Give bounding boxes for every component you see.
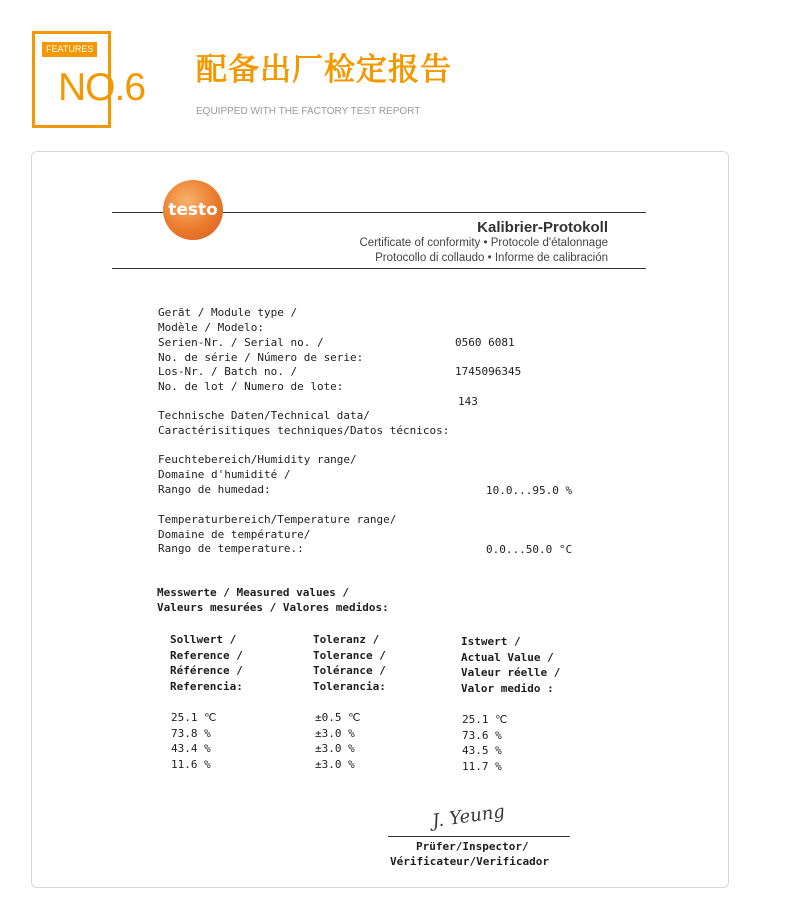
header-rule-left	[112, 212, 164, 213]
temperature-range-value: 0.0...50.0 °C	[486, 543, 573, 556]
tech-data-label: Technische Daten/Technical data/	[158, 409, 370, 422]
table-cell: ±3.0 %	[315, 726, 355, 740]
table-cell: 43.4 %	[171, 742, 211, 755]
table-cell: ±3.0 %	[315, 757, 355, 771]
humidity-range-label-2: Domaine d'humidité /	[158, 468, 291, 481]
temperature-range-label-3: Rango de temperature.:	[158, 542, 304, 555]
table-cell: 73.6 %	[462, 728, 502, 742]
serial-label: Serien-Nr. / Serial no. /	[158, 336, 324, 349]
temperature-range-label-2: Domaine de température/	[158, 528, 311, 541]
header-rule-bottom	[112, 268, 646, 269]
batch-value: 1745096345	[455, 365, 522, 378]
humidity-range-value: 10.0...95.0 %	[486, 484, 573, 497]
table-cell: ±3.0 %	[315, 742, 355, 755]
certificate-title: Kalibrier-Protokoll	[477, 219, 608, 236]
temperature-range-label: Temperaturbereich/Temperature range/	[158, 513, 397, 526]
module-type-label-2: Modèle / Modelo:	[158, 321, 264, 334]
actual-values	[462, 712, 507, 774]
inspector-signature: J. Yeung	[430, 801, 507, 832]
lot-value: 143	[458, 395, 478, 408]
actual-value-header: Istwert / Actual Value / Valeur réelle / Valor medido :	[461, 635, 561, 695]
table-cell: 73.8 %	[171, 726, 211, 740]
table-cell: 11.6 %	[171, 757, 211, 771]
reference-values	[171, 710, 216, 772]
tolerance-header: Toleranz / Tolerance / Tolérance / Tolerancia:	[313, 633, 386, 693]
reference-header: Sollwert / Reference / Référence / Referencia:	[170, 633, 243, 693]
certificate-subtitle-2: Protocollo di collaudo • Informe de calibración	[375, 252, 608, 264]
inspector-label: Prüfer/Inspector/	[416, 840, 529, 853]
table-cell: 25.1 ℃	[171, 711, 217, 724]
certificate-subtitle-1: Certificate of conformity • Protocole d'étalonnage	[359, 237, 608, 249]
serial-value: 0560 6081	[455, 336, 515, 349]
tolerance-values	[315, 710, 360, 772]
features-tag: FEATURES	[42, 42, 97, 57]
feature-number: NO.6	[58, 66, 146, 109]
measured-values-label-2: Valeurs mesurées / Valores medidos:	[157, 601, 389, 614]
testo-logo-text: testo	[168, 200, 218, 220]
serial-label-2: No. de série / Número de serie:	[158, 351, 364, 364]
humidity-range-label: Feuchtebereich/Humidity range/	[158, 453, 357, 466]
table-cell: 25.1 ℃	[462, 713, 508, 726]
inspector-label-2: Vérificateur/Verificador	[390, 855, 549, 868]
table-cell: 11.7 %	[462, 759, 502, 773]
signature-line	[388, 836, 570, 837]
measured-values-label: Messwerte / Measured values /	[157, 586, 350, 599]
page-subtitle: EQUIPPED WITH THE FACTORY TEST REPORT	[196, 106, 421, 117]
tech-data-label-2: Caractérisitiques techniques/Datos técnicos:	[158, 424, 450, 437]
humidity-range-label-3: Rango de humedad:	[158, 483, 271, 496]
batch-label-2: No. de lot / Numero de lote:	[158, 380, 344, 393]
table-cell: ±0.5 ℃	[315, 711, 361, 724]
table-cell: 43.5 %	[462, 744, 502, 757]
batch-label: Los-Nr. / Batch no. /	[158, 365, 298, 378]
header-rule-right	[222, 212, 646, 213]
page-title: 配备出厂检定报告	[196, 52, 452, 88]
module-type-label: Gerät / Module type /	[158, 306, 298, 319]
